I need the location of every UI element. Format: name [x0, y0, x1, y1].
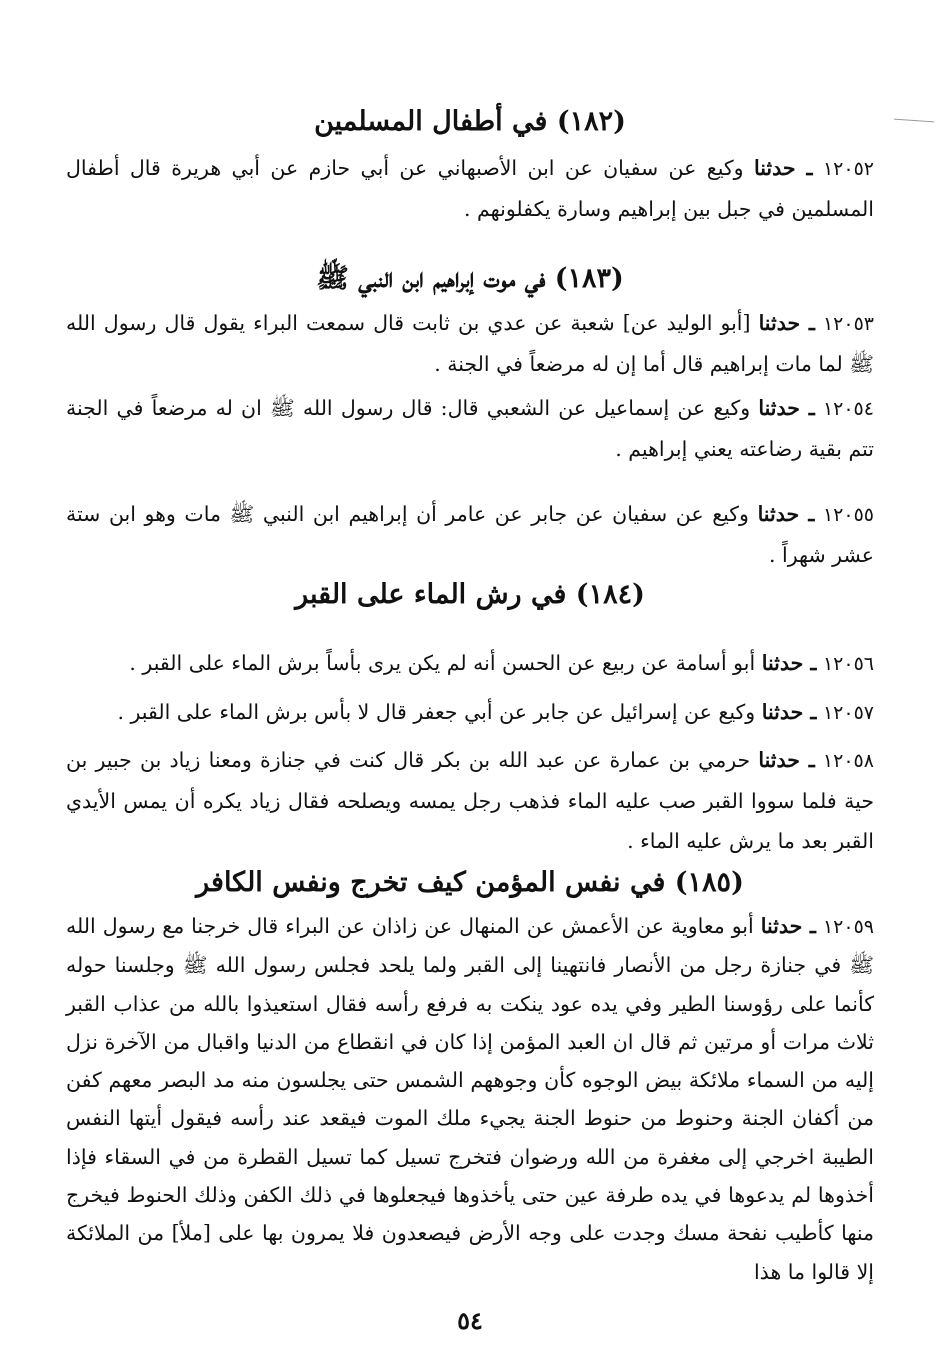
hadith-text: وكيع عن سفيان عن جابر عن عامر أن إبراهيم ابن النبي ﷺ مات وهو ابن ستة عشر شهراً .: [66, 502, 874, 567]
hadith-number: ١٢٠٥٦: [822, 653, 874, 675]
hadith-keyword: حدثنا: [760, 914, 803, 938]
hadith-12056: ١٢٠٥٦ ـ حدثنا أبو أسامة عن ربيع عن الحسن أنه لم يكن يرى بأساً برش الماء على القبر .: [129, 651, 874, 675]
hadith-text: وكيع عن إسرائيل عن جابر عن أبي جعفر قال لا بأس برش الماء على القبر .: [117, 700, 756, 724]
hadith-12054: ١٢٠٥٤ ـ حدثنا وكيع عن إسماعيل عن الشعبي قال: قال رسول الله ﷺ ان له مرضعاً في الجنة تتم بقية رضاعته يعني إبراهيم .: [66, 396, 874, 461]
hadith-keyword: حدثنا: [758, 311, 801, 335]
hadith-number: ١٢٠٥٢: [822, 158, 874, 180]
hadith-keyword: حدثنا: [753, 156, 796, 180]
section-heading-183: (١٨٣) في موت إبراهيم ابن النبي ﷺ: [316, 263, 624, 294]
section-heading-185: (١٨٥) في نفس المؤمن كيف تخرج ونفس الكافر: [196, 867, 744, 898]
hadith-number: ١٢٠٥٤: [822, 398, 874, 420]
margin-mark: [894, 119, 934, 123]
hadith-number: ١٢٠٥٥: [822, 504, 874, 526]
hadith-text: أبو أسامة عن ربيع عن الحسن أنه لم يكن يرى بأساً برش الماء على القبر .: [129, 651, 756, 675]
hadith-12055: ١٢٠٥٥ ـ حدثنا وكيع عن سفيان عن جابر عن عامر أن إبراهيم ابن النبي ﷺ مات وهو ابن ستة عشر شهراً .: [66, 502, 874, 567]
hadith-number: ١٢٠٥٧: [822, 702, 874, 724]
hadith-keyword: حدثنا: [758, 748, 800, 772]
hadith-number: ١٢٠٥٣: [822, 313, 874, 335]
hadith-text: وكيع عن سفيان عن ابن الأصبهاني عن أبي حازم عن أبي هريرة قال أطفال المسلمين في جبل بين إبراهيم وسارة يكفلونهم .: [66, 156, 874, 221]
hadith-keyword: حدثنا: [757, 502, 800, 526]
section-heading-182: (١٨٢) في أطفال المسلمين: [314, 106, 626, 137]
hadith-12052: ١٢٠٥٢ ـ حدثنا وكيع عن سفيان عن ابن الأصبهاني عن أبي حازم عن أبي هريرة قال أطفال المسلمين في جبل بين إبراهيم وسارة يكفلونهم .: [66, 156, 874, 221]
page-number: ٥٤: [457, 1306, 483, 1335]
hadith-number: ١٢٠٥٩: [822, 916, 874, 938]
section-heading-184: (١٨٤) في رش الماء على القبر: [295, 579, 645, 610]
hadith-12058: ١٢٠٥٨ ـ حدثنا حرمي بن عمارة عن عبد الله بن بكر قال كنت في جنازة ومعنا زياد بن جبير بن حية فلما سووا القبر صب عليه الماء فذهب رجل يمسه ويصلحه فقال زياد يكره أن يمس الأيدي القبر بعد ما يرش عليه الماء .: [66, 748, 874, 853]
hadith-12057: ١٢٠٥٧ ـ حدثنا وكيع عن إسرائيل عن جابر عن أبي جعفر قال لا بأس برش الماء على القبر .: [117, 700, 874, 724]
hadith-keyword: حدثنا: [761, 651, 804, 675]
hadith-12059: ١٢٠٥٩ ـ حدثنا أبو معاوية عن الأعمش عن المنهال عن زاذان عن البراء قال خرجنا مع رسول الله ﷺ في جنازة رجل من الأنصار فانتهينا إلى القبر ولما يلحد فجلس رسول الله ﷺ وجلسنا حوله كأنما على رؤوسنا الطير وفي يده عود ينكت به فرفع رأسه فقال استعيذوا بالله من عذاب القبر ثلاث مرات أو مرتين ثم قال ان العبد المؤمن إذا كان في انقطاع من الدنيا واقبال من الآخرة نزل إليه من السماء ملائكة بيض الوجوه كأن وجوههم الشمس حتى يجلسون منه مد البصر معهم كفن من أكفان الجنة وحنوط من حنوط الجنة يجيء ملك الموت فيقعد عند رأسه فيقول أيتها النفس الطيبة اخرجي إلى مغفرة من الله ورضوان فتخرج تسيل كما تسيل القطرة من في السقاء فإذا أخذوها لم يدعوها في يده طرفة عين حتى يأخذوها فيجعلوها في ذلك الكفن وذلك الحنوط فيخرج منها كأطيب نفحة مسك وجدت على وجه الأرض فيصعدون فلا يمرون بها على [ملأ] من الملائكة إلا قالوا ما هذا: [66, 914, 874, 1284]
hadith-text: وكيع عن إسماعيل عن الشعبي قال: قال رسول الله ﷺ ان له مرضعاً في الجنة تتم بقية رضاعته يعني إبراهيم .: [66, 396, 874, 461]
hadith-keyword: حدثنا: [761, 700, 804, 724]
hadith-text: حرمي بن عمارة عن عبد الله بن بكر قال كنت في جنازة ومعنا زياد بن جبير بن حية فلما سووا القبر صب عليه الماء فذهب رجل يمسه ويصلحه فقال زياد يكره أن يمس الأيدي القبر بعد ما يرش عليه الماء .: [66, 748, 874, 853]
hadith-text: [أبو الوليد عن] شعبة عن عدي بن ثابت قال سمعت البراء يقول قال رسول الله ﷺ لما مات إبراهيم قال أما إن له مرضعاً في الجنة .: [66, 311, 874, 376]
hadith-number: ١٢٠٥٨: [822, 750, 874, 772]
hadith-text: أبو معاوية عن الأعمش عن المنهال عن زاذان عن البراء قال خرجنا مع رسول الله ﷺ في جنازة رجل من الأنصار فانتهينا إلى القبر ولما يلحد فجلس رسول الله ﷺ وجلسنا حوله كأنما على رؤوسنا الطير وفي يده عود ينكت به فرفع رأسه فقال استعيذوا بالله من عذاب القبر ثلاث مرات أو مرتين ثم قال ان العبد المؤمن إذا كان في انقطاع من الدنيا واقبال من الآخرة نزل إليه من السماء ملائكة بيض الوجوه كأن وجوههم الشمس حتى يجلسون منه مد البصر معهم كفن من أكفان الجنة وحنوط من حنوط الجنة يجيء ملك الموت فيقعد عند رأسه فيقول أيتها النفس الطيبة اخرجي إلى مغفرة من الله ورضوان فتخرج تسيل كما تسيل القطرة من في السقاء فإذا أخذوها لم يدعوها في يده طرفة عين حتى يأخذوها فيجعلوها في ذلك الكفن وذلك الحنوط فيخرج منها كأطيب نفحة مسك وجدت على وجه الأرض فيصعدون فلا يمرون بها على [ملأ] من الملائكة إلا قالوا ما هذا: [66, 914, 874, 1284]
hadith-keyword: حدثنا: [758, 396, 800, 420]
hadith-12053: ١٢٠٥٣ ـ حدثنا [أبو الوليد عن] شعبة عن عدي بن ثابت قال سمعت البراء يقول قال رسول الله ﷺ لما مات إبراهيم قال أما إن له مرضعاً في الجنة .: [66, 311, 874, 376]
